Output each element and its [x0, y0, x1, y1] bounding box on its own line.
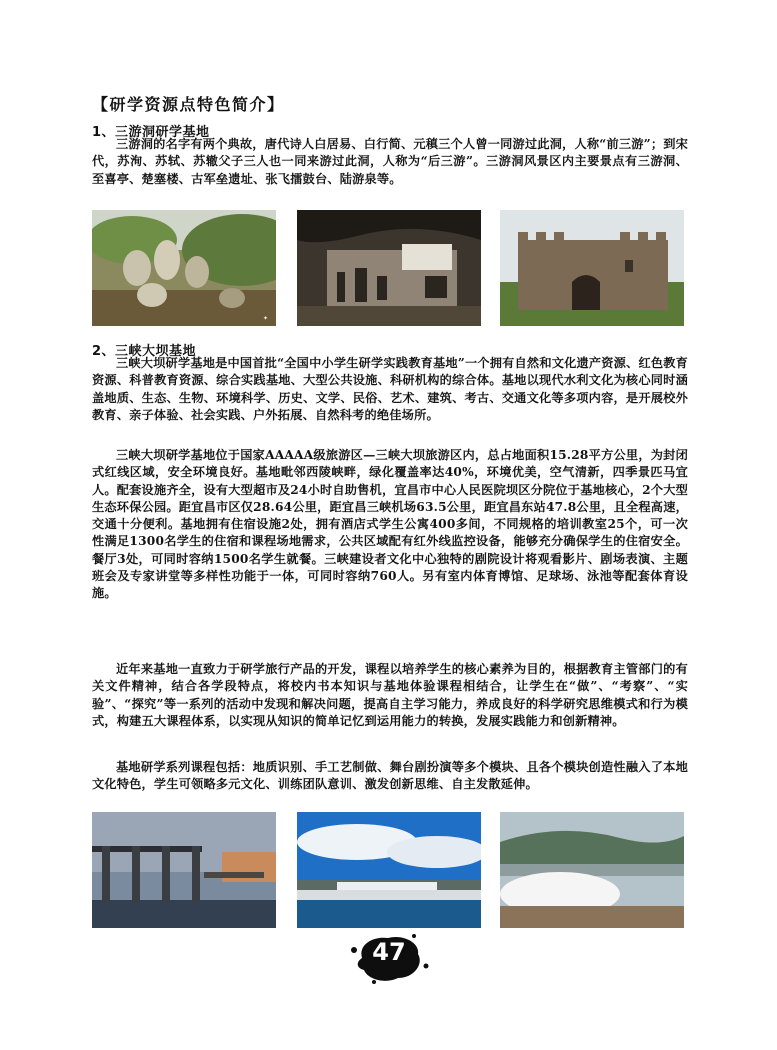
page-number: 47: [372, 938, 406, 966]
dam-blue-sky-photo: [297, 812, 481, 928]
svg-text:✦: ✦: [262, 315, 268, 322]
section1-heading: 1、三游洞研学基地: [92, 125, 210, 140]
dam-spillway-photo: [500, 812, 684, 928]
ship-lock-photo: [92, 812, 276, 928]
section2-heading: 2、三峡大坝基地: [92, 344, 197, 359]
stone-figures-photo: [92, 210, 276, 326]
section2-paragraph-3: 近年来基地一直致力于研学旅行产品的开发，课程以培养学生的核心素养为目的，根据教育主管部门的有关文件精神，结合各学段特点，将校内书本知识与基地体验课程相结合，让学生在“做”、“考察”、“实验”、“探究”等一系列的活动中发现和解决问题，提高自主学习能力，养成良好的科学研究思维模式和行为模式，构建五大课程体系，以实现从知识的简单记忆到运用能力的转换，发展实践能力和创新精神。: [92, 662, 688, 728]
ancient-fortress-photo: [500, 210, 684, 326]
section-title: 【研学资源点特色简介】: [92, 95, 285, 114]
cave-inscriptions-photo: [297, 210, 481, 326]
section1-paragraph: 三游洞的名字有两个典故，唐代诗人白居易、白行简、元稹三个人曾一同游过此洞，人称“前三游”；到宋代，苏洵、苏轼、苏辙父子三人也一同来游过此洞，人称为“后三游”。三游洞风景区内主要景点有三游洞、至喜亭、楚塞楼、古军垒遗址、张飞擂鼓台、陆游泉等。: [92, 137, 688, 186]
section2-paragraph-4: 基地研学系列课程包括：地质识别、手工艺制做、舞台剧扮演等多个模块、且各个模块创造性融入了本地文化特色，学生可领略多元文化、训练团队意训、激发创新思维、自主发散延伸。: [92, 760, 688, 792]
section2-paragraph-2: 三峡大坝研学基地位于国家AAAAA级旅游区—三峡大坝旅游区内，总占地面积15.28平方公里，为封闭式红线区域，安全环境良好。基地毗邻西陵峡畔，绿化覆盖率达40%，环境优美，空气清新，四季景匹马宜人。配套设施齐全，设有大型超市及24小时自助售机，宜昌市中心人民医院坝区分院位于基地核心，2个大型生态环保公园。距宜昌市区仅28.64公里，距宜昌三峡机场63.5公里，距宜昌东站47.8公里，且全程高速，交通十分便利。基地拥有住宿设施2处，拥有酒店式学生公寓400多间，不同规格的培训教室25个，可一次性满足1300名学生的住宿和课程场地需求，公共区域配有红外线监控设备，能够充分确保学生的住宿安全。餐厅3处，可同时容纳1500名学生就餐。三峡建设者文化中心独特的剧院设计将观看影片、剧场表演、主题班会及专家讲堂等多样性功能于一体，可同时容纳760人。另有室内体育博馆、足球场、泳池等配套体育设施。: [92, 448, 688, 601]
section2-paragraph-1: 三峡大坝研学基地是中国首批“全国中小学生研学实践教育基地”一个拥有自然和文化遗产资源、红色教育资源、科普教育资源、综合实践基地、大型公共设施、科研机构的综合体。基地以现代水利文化为核心同时涵盖地质、生态、生物、环境科学、历史、文学、民俗、艺术、建筑、考古、交通文化等多项内容，是开展校外教育、亲子体验、社会实践、户外拓展、自然科考的绝佳场所。: [92, 356, 688, 422]
page-number-badge: [344, 930, 434, 986]
